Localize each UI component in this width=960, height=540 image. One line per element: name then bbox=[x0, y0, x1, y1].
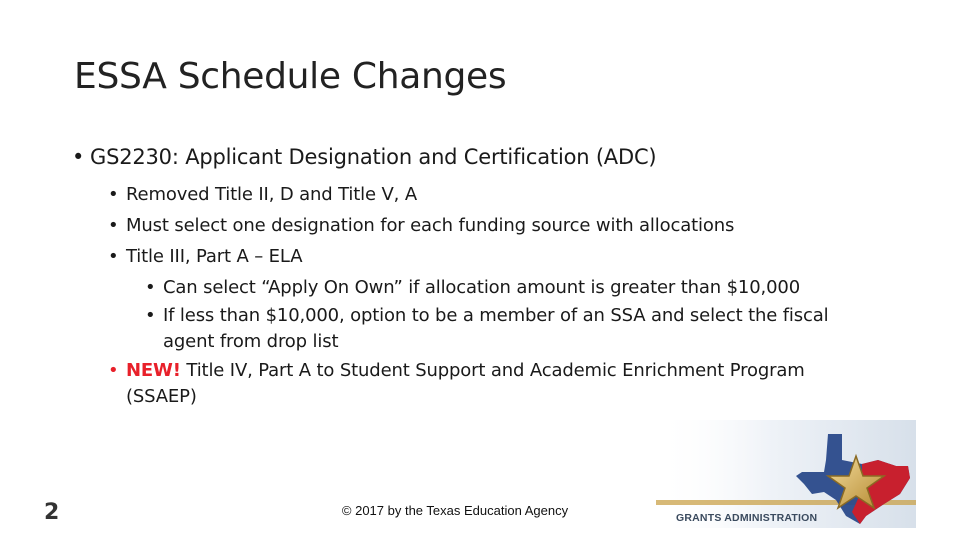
sub-bullet-3 bbox=[72, 241, 922, 272]
sub-bullet-2-text: Must select one designation for each funding source with allocations bbox=[126, 215, 735, 236]
bullet-dot: • bbox=[108, 184, 119, 205]
sub-bullet-3b bbox=[72, 303, 922, 355]
bullet-dot: • bbox=[145, 277, 156, 298]
page-number: 2 bbox=[44, 500, 60, 525]
sub-bullet-4-line2: (SSAEP) bbox=[126, 386, 197, 407]
sub-bullet-3b-line2: agent from drop list bbox=[163, 331, 339, 352]
sub-bullet-1-text: Removed Title II, D and Title V, A bbox=[126, 184, 417, 205]
bullet-dot: • bbox=[145, 305, 156, 326]
sub-bullet-1 bbox=[72, 179, 922, 210]
sub-bullet-4 bbox=[72, 358, 922, 410]
bullet-dot-red: • bbox=[108, 360, 119, 381]
sub-bullet-2 bbox=[72, 210, 922, 241]
main-bullet bbox=[72, 142, 922, 172]
slide-content bbox=[72, 142, 922, 410]
grants-administration-label: GRANTS ADMINISTRATION bbox=[676, 512, 818, 524]
sub-bullet-3b-line1: If less than $10,000, option to be a member of an SSA and select the fiscal bbox=[163, 305, 829, 326]
sub-bullet-3-text: Title III, Part A – ELA bbox=[126, 246, 303, 267]
sub-bullet-3a bbox=[72, 272, 922, 303]
slide-title: ESSA Schedule Changes bbox=[74, 56, 507, 97]
sub-bullet-3a-text: Can select “Apply On Own” if allocation amount is greater than $10,000 bbox=[163, 277, 800, 298]
new-label: NEW! bbox=[126, 360, 181, 381]
bullet-dot: • bbox=[72, 145, 85, 169]
footer-copyright: © 2017 by the Texas Education Agency bbox=[341, 503, 569, 518]
bullet-dot: • bbox=[108, 246, 119, 267]
main-bullet-text: GS2230: Applicant Designation and Certification (ADC) bbox=[90, 145, 657, 169]
bullet-dot: • bbox=[108, 215, 119, 236]
sub-bullet-4-line1: Title IV, Part A to Student Support and Academic Enrichment Program bbox=[180, 360, 805, 381]
